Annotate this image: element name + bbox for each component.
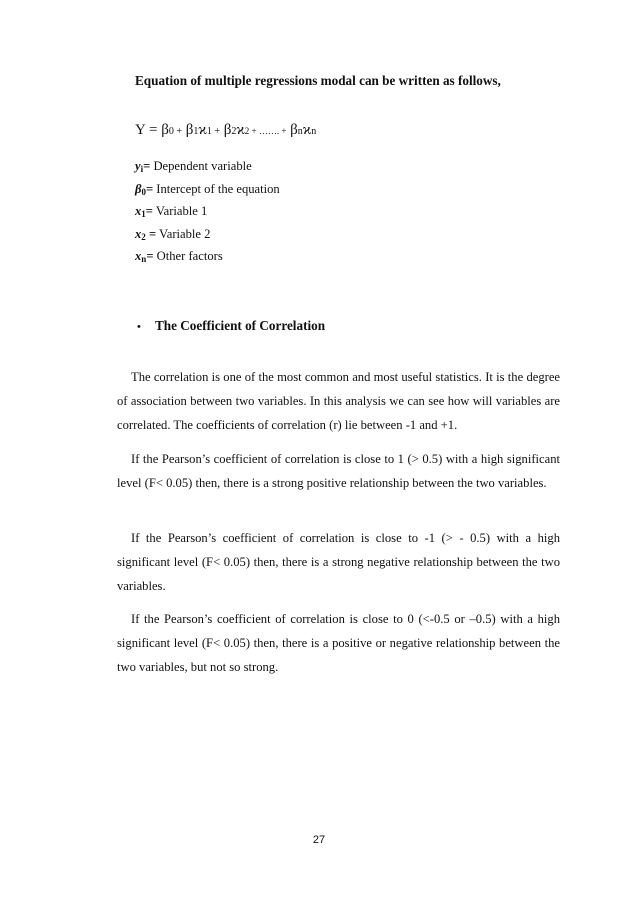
definition-subscript: n xyxy=(141,254,147,265)
paragraph-correlation-intro: The correlation is one of the most common and most useful statistics. It is the degree of association between two variables. In this analysis we can see how will variables are correlated. The coefficients of correlation (r) lie between -1 and +1. xyxy=(117,369,560,432)
definition-subscript: 0 xyxy=(141,186,146,197)
paragraph-positive-correlation: If the Pearson’s coefficient of correlation is close to 1 (> 0.5) with a high significant level (F< 0.05) then, there is a strong positive relationship between the two variables. xyxy=(117,451,560,490)
equation-lhs: Y = β xyxy=(135,122,169,138)
equation-x-2-sub: 2 + ……. + xyxy=(244,126,287,136)
equation-x-1: ϰ xyxy=(198,122,207,138)
definition-equals: = xyxy=(145,181,154,196)
equation-intro-heading: Equation of multiple regressions modal can be written as follows, xyxy=(135,73,501,88)
definition-text: Variable 1 xyxy=(152,204,208,219)
equation-beta-1: β xyxy=(182,122,194,138)
section-title: The Coefficient of Correlation xyxy=(155,318,326,333)
definition-item xyxy=(135,245,280,268)
definition-equals: = xyxy=(146,249,154,264)
equation-sub-0: 0 + xyxy=(168,126,183,137)
definition-symbol: β xyxy=(135,181,142,196)
equation-beta-n: β xyxy=(286,122,298,138)
variable-definitions xyxy=(135,155,280,268)
equation-beta-2-sub: 2 xyxy=(231,126,237,137)
definition-symbol: x xyxy=(135,204,142,219)
bullet-icon: • xyxy=(137,321,141,333)
equation-x-2: ϰ xyxy=(236,122,245,138)
paragraph-negative-correlation: If the Pearson’s coefficient of correlation is close to -1 (> - 0.5) with a high significant level (F< 0.05) then, there is a strong negative relationship between the two variables. xyxy=(117,530,560,593)
equation-beta-n-sub: n xyxy=(297,126,303,137)
definition-item xyxy=(135,155,280,178)
definition-subscript: 1 xyxy=(141,209,146,220)
equation-x-1-sub: 1 + xyxy=(206,126,220,137)
definition-subscript: 2 xyxy=(141,231,146,242)
definition-symbol: x xyxy=(135,249,142,264)
definition-text: Dependent variable xyxy=(150,159,252,173)
equation-beta-2: β xyxy=(219,122,232,138)
definition-item xyxy=(135,178,280,201)
definition-equals: = xyxy=(143,159,151,173)
definition-text: Variable 2 xyxy=(156,226,211,241)
equation-beta-1-sub: 1 xyxy=(193,126,199,137)
definition-item xyxy=(135,223,280,246)
page-number: 27 xyxy=(312,834,326,846)
equation-x-n: ϰ xyxy=(302,122,312,138)
definition-text: Intercept of the equation xyxy=(153,181,280,196)
regression-equation xyxy=(135,122,316,139)
definition-equals: = xyxy=(145,226,157,241)
definition-symbol: y xyxy=(135,159,141,173)
definition-item xyxy=(135,200,280,223)
equation-x-n-sub: n xyxy=(311,126,317,137)
definition-subscript: i xyxy=(140,164,144,174)
definition-symbol: x xyxy=(135,226,142,241)
definition-text: Other factors xyxy=(153,249,223,264)
section-heading xyxy=(137,318,325,334)
definition-equals: = xyxy=(145,204,153,219)
paragraph-weak-correlation: If the Pearson’s coefficient of correlation is close to 0 (<-0.5 or –0.5) with a high significant level (F< 0.05) then, there is a positive or negative relationship between the two variables, but not so strong. xyxy=(117,611,560,674)
